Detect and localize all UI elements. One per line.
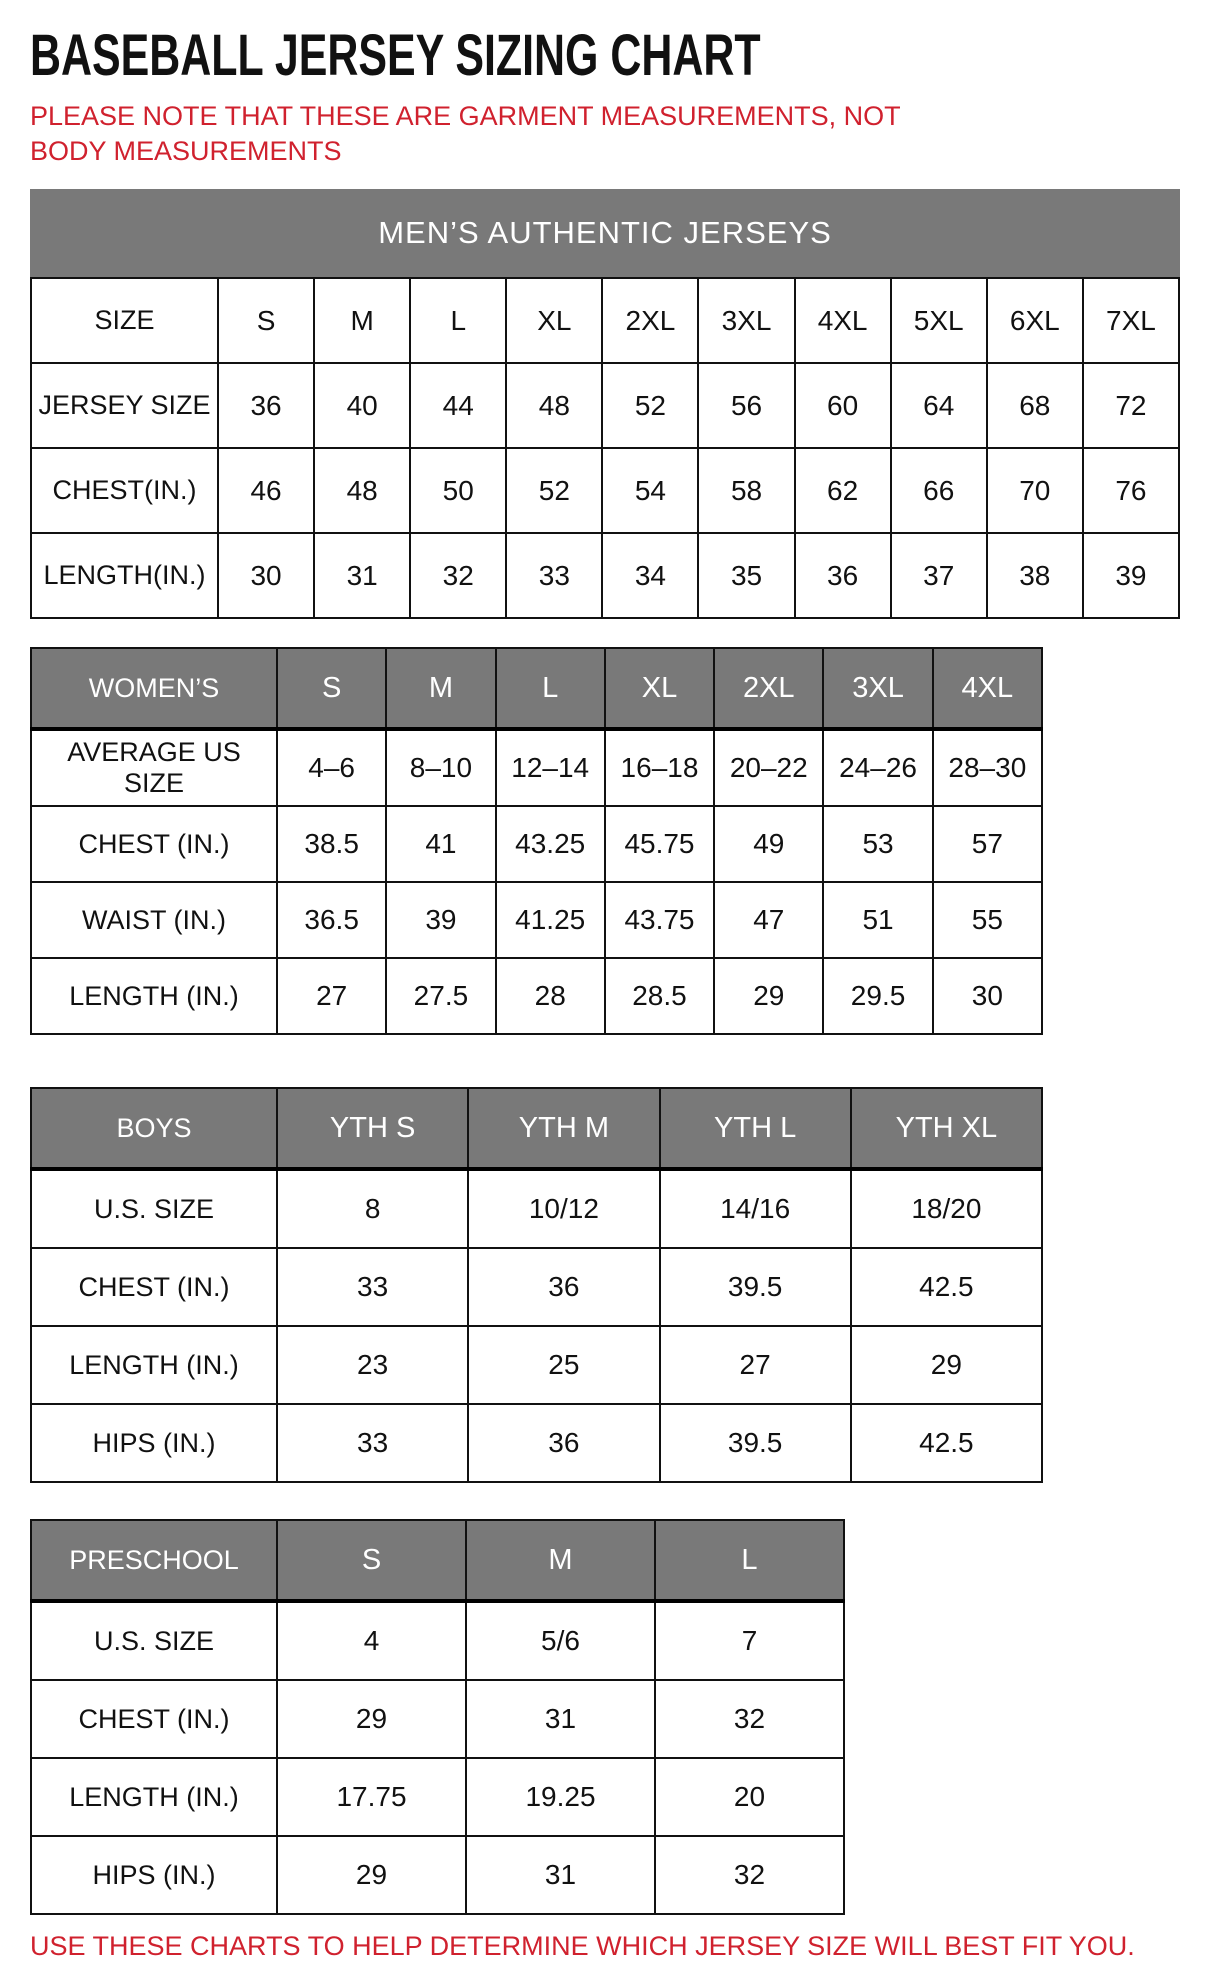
value-cell: 45.75 [605,806,714,882]
value-cell: 43.75 [605,882,714,958]
row-label: LENGTH (IN.) [31,958,277,1034]
value-cell: 31 [466,1680,655,1758]
value-cell: 76 [1083,448,1179,533]
size-column-header: 4XL [933,648,1042,729]
table-row [31,729,1042,806]
table-row [31,278,1179,363]
value-cell: 62 [795,448,891,533]
size-column-header: L [496,648,605,729]
size-tables-container [30,189,1180,1915]
value-cell: 47 [714,882,823,958]
value-cell: 36 [218,363,314,448]
value-cell: 5/6 [466,1601,655,1680]
value-cell: 43.25 [496,806,605,882]
header-row [31,1088,1042,1169]
size-column-header: XL [605,648,714,729]
table-row [31,1836,844,1914]
preschool-header-label: PRESCHOOL [31,1520,277,1601]
preschool-table [30,1519,1180,1915]
best-fit-note: USE THESE CHARTS TO HELP DETERMINE WHICH JERSEY SIZE WILL BEST FIT YOU. [30,1931,1135,1962]
value-cell: 36 [795,533,891,618]
value-cell: 38.5 [277,806,386,882]
size-column-header: 2XL [714,648,823,729]
value-cell: L [410,278,506,363]
value-cell: M [314,278,410,363]
value-cell: 23 [277,1326,468,1404]
table-row [31,806,1042,882]
value-cell: 50 [410,448,506,533]
size-column-header: YTH XL [851,1088,1042,1169]
row-label: JERSEY SIZE [31,363,218,448]
size-column-header: M [386,648,495,729]
value-cell: 28–30 [933,729,1042,806]
value-cell: 14/16 [660,1169,851,1248]
table-row [31,448,1179,533]
value-cell: 39.5 [660,1248,851,1326]
value-cell: 66 [891,448,987,533]
value-cell: 41 [386,806,495,882]
garment-measurements-note: PLEASE NOTE THAT THESE ARE GARMENT MEASUREMENTS, NOT BODY MEASUREMENTS [30,100,901,166]
header-row [31,648,1042,729]
value-cell: 55 [933,882,1042,958]
value-cell: 32 [410,533,506,618]
mens-size-table [30,277,1180,619]
value-cell: 17.75 [277,1758,466,1836]
value-cell: 42.5 [851,1248,1042,1326]
row-label: WAIST (IN.) [31,882,277,958]
size-column-header: YTH M [468,1088,659,1169]
boys-table [30,1087,1180,1483]
value-cell: 52 [506,448,602,533]
womens-header-label: WOMEN’S [31,648,277,729]
mens-table [30,189,1180,619]
value-cell: 36.5 [277,882,386,958]
row-label: U.S. SIZE [31,1601,277,1680]
value-cell: 49 [714,806,823,882]
value-cell: 28.5 [605,958,714,1034]
value-cell: 30 [933,958,1042,1034]
value-cell: 37 [891,533,987,618]
row-label: HIPS (IN.) [31,1404,277,1482]
row-label: LENGTH (IN.) [31,1326,277,1404]
page-title: BASEBALL JERSEY SIZING CHART [30,23,761,88]
row-label: LENGTH (IN.) [31,1758,277,1836]
value-cell: 8–10 [386,729,495,806]
value-cell: 58 [698,448,794,533]
value-cell: 72 [1083,363,1179,448]
value-cell: 25 [468,1326,659,1404]
table-row [31,533,1179,618]
value-cell: 10/12 [468,1169,659,1248]
table-row [31,1248,1042,1326]
row-label: U.S. SIZE [31,1169,277,1248]
value-cell: 19.25 [466,1758,655,1836]
value-cell: 53 [823,806,932,882]
value-cell: 51 [823,882,932,958]
value-cell: 7XL [1083,278,1179,363]
value-cell: 48 [314,448,410,533]
value-cell: 33 [277,1404,468,1482]
value-cell: 24–26 [823,729,932,806]
value-cell: 27 [660,1326,851,1404]
value-cell: 3XL [698,278,794,363]
header-row [31,1520,844,1601]
preschool-size-table [30,1519,845,1915]
table-row [31,1404,1042,1482]
size-column-header: S [277,1520,466,1601]
value-cell: 29 [851,1326,1042,1404]
size-column-header: YTH S [277,1088,468,1169]
table-row [31,1758,844,1836]
value-cell: 20–22 [714,729,823,806]
value-cell: 39.5 [660,1404,851,1482]
value-cell: 4–6 [277,729,386,806]
value-cell: 31 [466,1836,655,1914]
value-cell: 33 [506,533,602,618]
value-cell: 64 [891,363,987,448]
row-label: HIPS (IN.) [31,1836,277,1914]
value-cell: 42.5 [851,1404,1042,1482]
sizing-chart-page [30,23,1180,1964]
value-cell: 32 [655,1836,844,1914]
value-cell: 39 [1083,533,1179,618]
value-cell: 7 [655,1601,844,1680]
value-cell: 8 [277,1169,468,1248]
row-label: LENGTH(IN.) [31,533,218,618]
boys-size-table [30,1087,1043,1483]
mens-table-title: MEN’S AUTHENTIC JERSEYS [30,189,1180,277]
value-cell: 27.5 [386,958,495,1034]
value-cell: 36 [468,1248,659,1326]
row-label: CHEST(IN.) [31,448,218,533]
value-cell: 39 [386,882,495,958]
value-cell: 4 [277,1601,466,1680]
table-row [31,1680,844,1758]
womens-size-table [30,647,1043,1035]
value-cell: 6XL [987,278,1083,363]
table-row [31,958,1042,1034]
row-label: CHEST (IN.) [31,806,277,882]
value-cell: 33 [277,1248,468,1326]
row-label: CHEST (IN.) [31,1680,277,1758]
value-cell: 4XL [795,278,891,363]
value-cell: S [218,278,314,363]
value-cell: 56 [698,363,794,448]
womens-table [30,647,1180,1035]
size-column-header: S [277,648,386,729]
table-row [31,1169,1042,1248]
value-cell: 54 [602,448,698,533]
table-row [31,882,1042,958]
value-cell: 5XL [891,278,987,363]
value-cell: 2XL [602,278,698,363]
value-cell: 29 [277,1836,466,1914]
value-cell: 40 [314,363,410,448]
size-column-header: L [655,1520,844,1601]
value-cell: 35 [698,533,794,618]
value-cell: 41.25 [496,882,605,958]
size-column-header: YTH L [660,1088,851,1169]
value-cell: 57 [933,806,1042,882]
value-cell: 20 [655,1758,844,1836]
value-cell: 48 [506,363,602,448]
value-cell: 70 [987,448,1083,533]
value-cell: 29 [714,958,823,1034]
value-cell: 29 [277,1680,466,1758]
value-cell: 46 [218,448,314,533]
value-cell: 68 [987,363,1083,448]
value-cell: 52 [602,363,698,448]
boys-header-label: BOYS [31,1088,277,1169]
value-cell: 18/20 [851,1169,1042,1248]
value-cell: 28 [496,958,605,1034]
value-cell: XL [506,278,602,363]
value-cell: 27 [277,958,386,1034]
value-cell: 16–18 [605,729,714,806]
size-column-header: M [466,1520,655,1601]
value-cell: 12–14 [496,729,605,806]
table-row [31,363,1179,448]
value-cell: 30 [218,533,314,618]
value-cell: 32 [655,1680,844,1758]
row-label: SIZE [31,278,218,363]
value-cell: 60 [795,363,891,448]
value-cell: 34 [602,533,698,618]
row-label: AVERAGE US SIZE [31,729,277,806]
value-cell: 29.5 [823,958,932,1034]
value-cell: 36 [468,1404,659,1482]
row-label: CHEST (IN.) [31,1248,277,1326]
value-cell: 44 [410,363,506,448]
size-column-header: 3XL [823,648,932,729]
value-cell: 31 [314,533,410,618]
table-row [31,1601,844,1680]
table-row [31,1326,1042,1404]
value-cell: 38 [987,533,1083,618]
